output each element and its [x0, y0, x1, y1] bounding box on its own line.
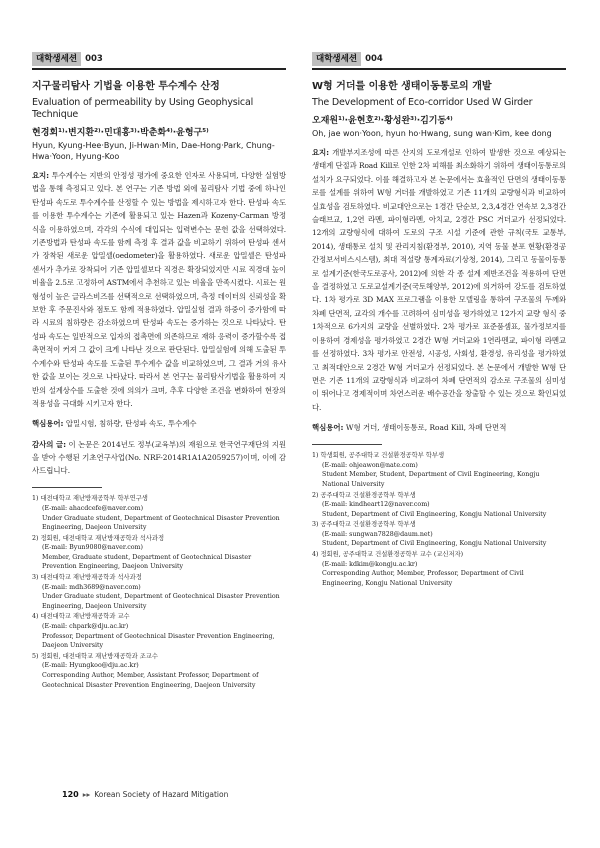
page-footer	[62, 790, 228, 799]
footnote-rule	[312, 444, 382, 445]
footnote-email: (E-mail: kindheart12@naver.com)	[322, 501, 430, 509]
footnotes	[32, 494, 286, 690]
footnote-affiliation-korean: 2) 공주대학교 건설환경공학부 학부생	[312, 491, 416, 499]
session-number: 004	[365, 54, 383, 64]
abstract	[312, 146, 566, 414]
footnote-affiliation-english: Corresponding Author, Member, Professor, Department of Civil Engineering, Kongju National University	[322, 570, 524, 587]
footnote	[312, 520, 566, 549]
footnote	[32, 573, 286, 611]
acknowledgement-label: 감사의 글:	[32, 440, 67, 450]
session-tag-label: 대학생세션	[32, 52, 81, 66]
footnote-affiliation-english: Student, Department of Civil Engineering, Kongju National University	[322, 510, 547, 518]
footnote-affiliation-korean: 3) 대전대학교 재난방재공학과 석사과정	[32, 574, 142, 582]
abstract-label: 요지:	[312, 148, 329, 157]
authors-korean: 현경회¹⁾·변지환²⁾·민대홍³⁾·박춘화⁴⁾·윤형구⁵⁾	[32, 128, 209, 138]
acknowledgement-text: 이 논문은 2014년도 정부(교육부)의 재원으로 한국연구재단의 지원을 받아 수행된 기초연구사업(No. NRF-2014R1A1A2059257)이며, 이에 감사드립니다.	[32, 440, 286, 476]
footnote-rule	[32, 487, 102, 488]
footnote	[312, 550, 566, 588]
keywords-text: 압밀시험, 침하량, 탄성파 속도, 투수계수	[65, 419, 197, 429]
footnote-affiliation-korean: 3) 공주대학교 건설환경공학부 학부생	[312, 521, 416, 529]
footnote-email: (E-mail: sungwan7828@daum.net)	[322, 530, 433, 538]
acknowledgement	[32, 438, 286, 477]
footnote-affiliation-english: Professor, Department of Geotechnical Disaster Prevention Engineering, Daejeon University	[42, 632, 275, 650]
right-column	[312, 52, 566, 589]
authors-english: Oh, jae won·Yoon, hyun ho·Hwang, sung wan·Kim, kee dong	[312, 129, 552, 138]
footnote-email: (E-mail: kdkim@kongju.ac.kr)	[322, 560, 418, 568]
paper-title-english: The Development of Eco-corridor Used W Girder	[312, 97, 533, 108]
footnote	[32, 612, 286, 650]
authors-korean: 오재원¹⁾·윤현호²⁾·황성완³⁾·김기동⁴⁾	[312, 116, 453, 126]
footnote-affiliation-english: Student, Department of Civil Engineering, Kongju National University	[322, 540, 547, 548]
footer-arrow-icon: ▸▸	[82, 790, 91, 799]
abstract-text: 개발부지조성에 따른 산지의 도로개설로 인하여 발생한 것으로 예상되는 생태계 단절과 Road Kill로 인한 2차 피해를 최소화하기 위하여 생태이동통로의 설치가 요구되었다. 이를 해결하고자 본 논문에서는 효율적인 단면의 생태이동통로를 설계를 위하여 W형 거더를 개발하였고 기존 11개의 교량형식과 비교하여 실효성을 검토하였다. 비교대안으로는 1경간 단순보, 2,3,4경간 연속보 2,3경간 슬래브교, 1,2연 라멘, 파이형라멘, 아치교, 2경간 PSC 거더교가 선정되었다. 12개의 교량형식에 대하여 도로의 구조 시설 기준에 관한 규칙(국토 교통부, 2014), 생태통로 설치 및 관리지침(환경부, 2010), 지역 동물 분포 현황(환경공간정보서비스시스템), 최대 적설량 통계자료(기상청, 2014), 그리고 동물이동통로 설계기준(한국도로공사, 2012)에 의한 각 종 설계 제반조건을 적용하여 단면을 결정하였고 도로교설계기준(국토해양부, 2012)에 의거하여 강도를 검토하였다. 1차 평가로 3D MAX 프로그램을 이용한 모델링을 통하여 구조물의 두께와 차폐 단면적, 교각의 개수를 고려하여 심미성을 평가하였고 12가지 교량 형식 중 1차적으로 6가지의 교량을 선별하였다. 2차 평가로 표준품셈표, 물가정보지를 이용하여 경제성을 평가하였고 2경간 W형 거더교와 1연라멘교, 파이형 라멘교를 선정하였다. 3차 평가로 안전성, 시공성, 사회성, 환경성, 유리성을 평가하였고 최적대안으로 2경간 W형 거더교가 선정되었다. 본 논문에서 개발한 W형 단면은 기존 11개의 교량형식과 비교하여 차폐 단면적의 감소로 구조물의 심미성이 뛰어나고 경제적이며 차연스러운 배수공간을 창출할 수 있는 것으로 확인되었다.	[312, 148, 566, 412]
footnote-affiliation-english: Under Graduate student, Department of Geotechnical Disaster Prevention Engineering, Daejeon University	[42, 514, 280, 532]
footnote-affiliation-korean: 4) 대전대학교 재난방재공학과 교수	[32, 613, 130, 621]
footnote-affiliation-korean: 1) 학생회원, 공주대학교 건설환경공학부 학부생	[312, 452, 445, 460]
footnote-affiliation-english: Corresponding Author, Member, Assistant Professor, Department of Geotechnical Disaster Prevention Engineering, Daejeon University	[42, 672, 259, 689]
footnote-affiliation-korean: 1) 대전대학교 재난방재공학부 학부연구생	[32, 495, 148, 503]
footnote-email: (E-mail: ohjeawon@nate.com)	[322, 461, 418, 469]
footnote-email: (E-mail: chpark@dju.ac.kr)	[42, 623, 129, 631]
footnote	[312, 491, 566, 520]
footnote-affiliation-english: Student Member, Student, Department of Civil Engineering, Kongju National University	[322, 471, 540, 488]
session-tag	[32, 52, 286, 66]
header-rule	[312, 68, 566, 70]
paper-title-english: Evaluation of permeability by Using Geophysical Technique	[32, 97, 254, 120]
footnote-affiliation-english: Under Graduate student, Department of Geotechnical Disaster Prevention Engineering, Daejeon University	[42, 593, 280, 610]
footnote-email: (E-mail: Byun9080@naver.com)	[42, 544, 143, 552]
abstract-text: 투수계수는 지반의 안정성 평가에 중요한 인자로 사용되며, 다양한 실험방법을 통해 측정되고 있다. 본 연구는 기존 방법 외에 물리탐사 기법 중에 하나인 탄성파 속도로 투수계수를 산정할 수 있는 방법을 제시하고자 한다. 탄성파 속도를 이용한 투수계수는 기존에 활용되고 있는 Hazen과 Kozeny-Carman 방정식을 이용하였으며, 각각의 수식에 대입되는 입력변수는 문헌 값을 선택하였다. 기존방법과 탄성파 속도를 함께 측정 후 결과 값을 비교하기 위하여 탄성파 센서가 장착된 새로운 압밀셀(oedometer)을 활용하였다. 새로운 압밀셀은 탄성파 센서가 추가로 장착되어 기존 압밀셀보다 직경은 확장되었지만 시료 직경대 높이 비율을 2.5로 고정하여 ASTM에서 추천하고 있는 비율을 만족시켰다. 시료는 원형성이 높은 글라스비즈를 선택적으로 선택하였으며, 측정 데이터의 신뢰성을 확보한 후 주문진사와 점토도 함께 적용하였다. 압밀실험 결과 하중이 증가함에 따라 시료의 침하량은 감소하였으며 탄성파 속도는 증가하는 것으로 나타났다. 탄성파 속도는 일반적으로 입자의 접촉면에 의존하므로 재하 응력이 증가할수록 접촉면적이 커져 그 값이 크게 나타난 것으로 판단된다. 압밀실험에 의해 도출된 투수계수와 탄성파 속도를 도출된 투수계수 값을 비교하였으며, 그 결과 거의 유사한 값을 보이는 것으로 나타났다. 따라서 본 연구는 물리탐사기법을 활용하여 지반의 설계상수를 도출한 것에 의의가 크며, 추후 다양한 조건을 변화하여 현장의 적용성을 극대화 시키고자 한다.	[32, 171, 286, 408]
footnote-affiliation-korean: 4) 정회원, 공주대학교 건설환경공학부 교수 (교신저자)	[312, 551, 464, 559]
footnote-email: (E-mail: ahacdcefe@naver.com)	[42, 504, 144, 512]
authors-english: Hyun, Kyung-Hee·Byun, Ji-Hwan·Min, Dae-Hong·Park, Chung-Hwa·Yoon, Hyung-Koo	[32, 141, 275, 161]
footnote-affiliation-english: Member, Graduate student, Department of Geotechnical Disaster Prevention Engineering, Daejeon University	[42, 553, 252, 571]
keywords-label: 핵심용어:	[32, 419, 64, 429]
footnote	[32, 652, 286, 690]
footnote	[32, 534, 286, 572]
page-number: 120	[62, 790, 79, 799]
keywords	[312, 422, 566, 434]
footnotes	[312, 451, 566, 588]
footnote-email: (E-mail: Hyungkoo@dju.ac.kr)	[42, 662, 139, 670]
abstract	[32, 169, 286, 410]
abstract-label: 요지:	[32, 171, 49, 180]
session-tag	[312, 52, 566, 66]
keywords	[32, 418, 286, 430]
session-number: 003	[85, 54, 103, 64]
session-tag-label: 대학생세션	[312, 52, 361, 66]
footnote-email: (E-mail: mdh3689@naver.com)	[42, 583, 141, 591]
paper-title-korean: 지구물리탐사 기법을 이용한 투수계수 산정	[32, 81, 220, 92]
footnote-affiliation-korean: 5) 정회원, 대전대학교 재난방재공학과 조교수	[32, 652, 158, 660]
footnote	[32, 494, 286, 532]
header-rule	[32, 68, 286, 70]
keywords-text: W형 거더, 생태이동통로, Road Kill, 차폐 단면적	[345, 423, 507, 433]
left-column	[32, 52, 286, 691]
journal-name: Korean Society of Hazard Mitigation	[94, 790, 229, 799]
keywords-label: 핵심용어:	[312, 423, 344, 433]
footnote-affiliation-korean: 2) 정회원, 대전대학교 재난방재공학과 석사과정	[32, 534, 165, 542]
footnote	[312, 451, 566, 489]
paper-title-korean: W형 거더를 이용한 생태이동통로의 개발	[312, 81, 492, 92]
